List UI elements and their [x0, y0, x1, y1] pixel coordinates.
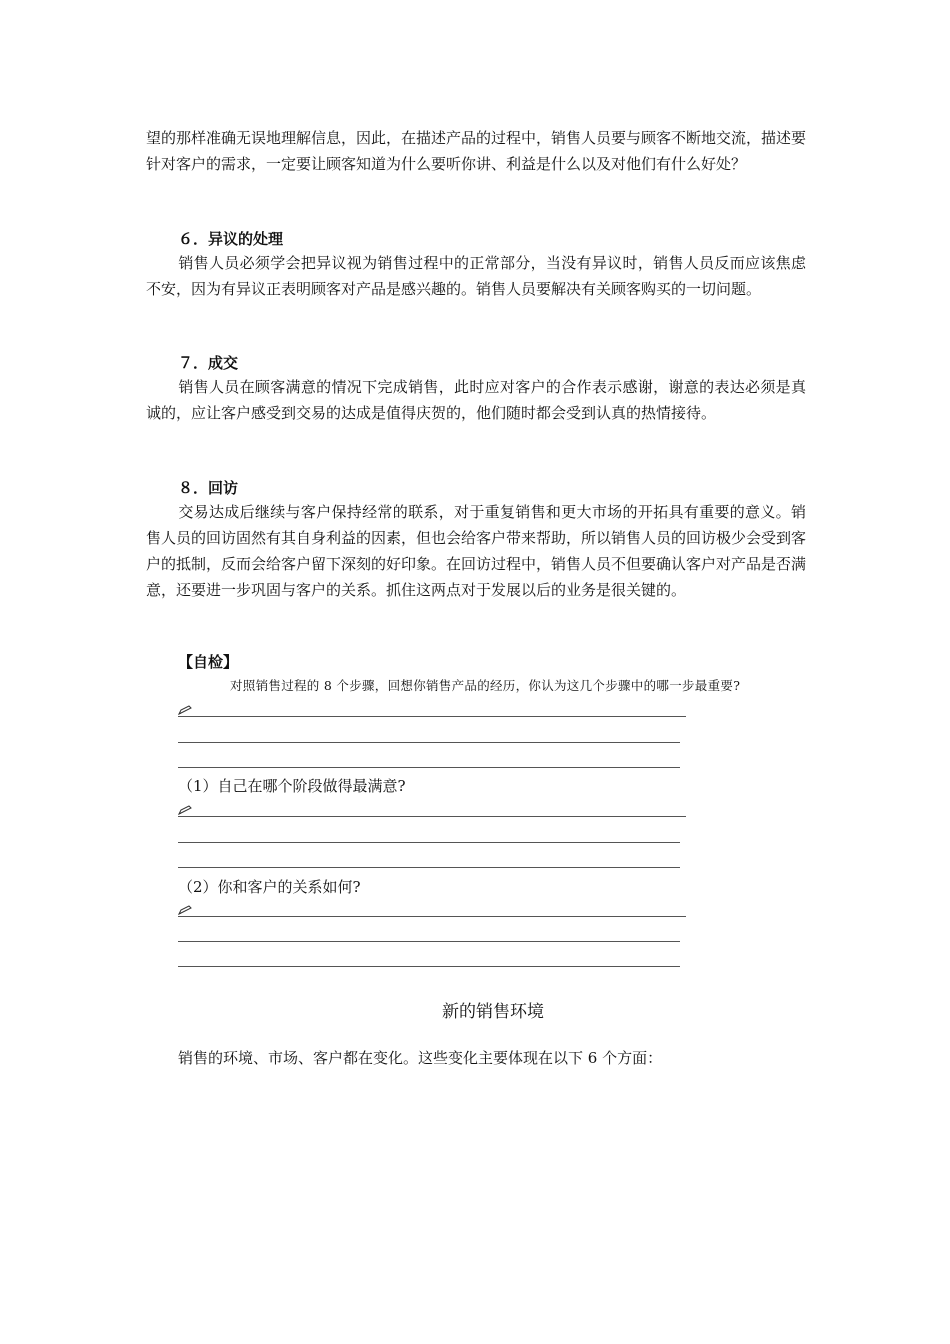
section-heading-closing: ７．成交 [178, 354, 239, 372]
section-body-objections: 销售人员必须学会把异议视为销售过程中的正常部分，当没有异议时，销售人员反而应该焦虑不安，因为有异议正表明顾客对产品是感兴趣的。销售人员要解决有关顾客购买的一切问题。 [146, 254, 806, 298]
section-heading-followup: ８．回访 [178, 479, 239, 497]
answer-line[interactable] [178, 816, 686, 817]
self-check-prompt: 对照销售过程的 8 个步骤，回想你销售产品的经历，你认为这几个步骤中的哪一步最重要? [230, 678, 741, 693]
answer-line[interactable] [178, 916, 686, 917]
section-body-followup: 交易达成后继续与客户保持经常的联系，对于重复销售和更大市场的开拓具有重要的意义。销售人员的回访固然有其自身利益的因素，但也会给客户带来帮助，所以销售人员的回访极少会受到客户的抵制，反而会给客户留下深刻的好印象。在回访过程中，销售人员不但要确认客户对产品是否满意，还要进一步巩固与客户的关系。抓住这两点对于发展以后的业务是很关键的。 [146, 503, 807, 599]
self-check-question-2: （2）你和客户的关系如何? [178, 878, 361, 896]
answer-line[interactable] [178, 742, 680, 743]
answer-line[interactable] [178, 867, 680, 868]
answer-line[interactable] [178, 941, 680, 942]
answer-line[interactable] [178, 966, 680, 967]
section-body-closing: 销售人员在顾客满意的情况下完成销售，此时应对客户的合作表示感谢，谢意的表达必须是真诚的，应让客户感受到交易的达成是值得庆贺的，他们随时都会受到认真的热情接待。 [146, 378, 806, 422]
self-check-label: 【自检】 [178, 653, 239, 671]
section-heading-objections: ６．异议的处理 [178, 230, 284, 248]
pen-icon [178, 705, 192, 715]
answer-line[interactable] [178, 767, 680, 768]
answer-line[interactable] [178, 842, 680, 843]
self-check-question-1: （1）自己在哪个阶段做得最满意? [178, 777, 406, 795]
new-section-body: 销售的环境、市场、客户都在变化。这些变化主要体现在以下 6 个方面： [178, 1049, 663, 1067]
section-title-new-sales-environment: 新的销售环境 [442, 1002, 544, 1022]
pen-icon [178, 905, 192, 915]
intro-paragraph: 望的那样准确无误地理解信息，因此，在描述产品的过程中，销售人员要与顾客不断地交流，描述要针对客户的需求，一定要让顾客知道为什么要听你讲、利益是什么以及对他们有什么好处？ [146, 129, 807, 173]
pen-icon [178, 805, 192, 815]
answer-line[interactable] [178, 716, 686, 717]
